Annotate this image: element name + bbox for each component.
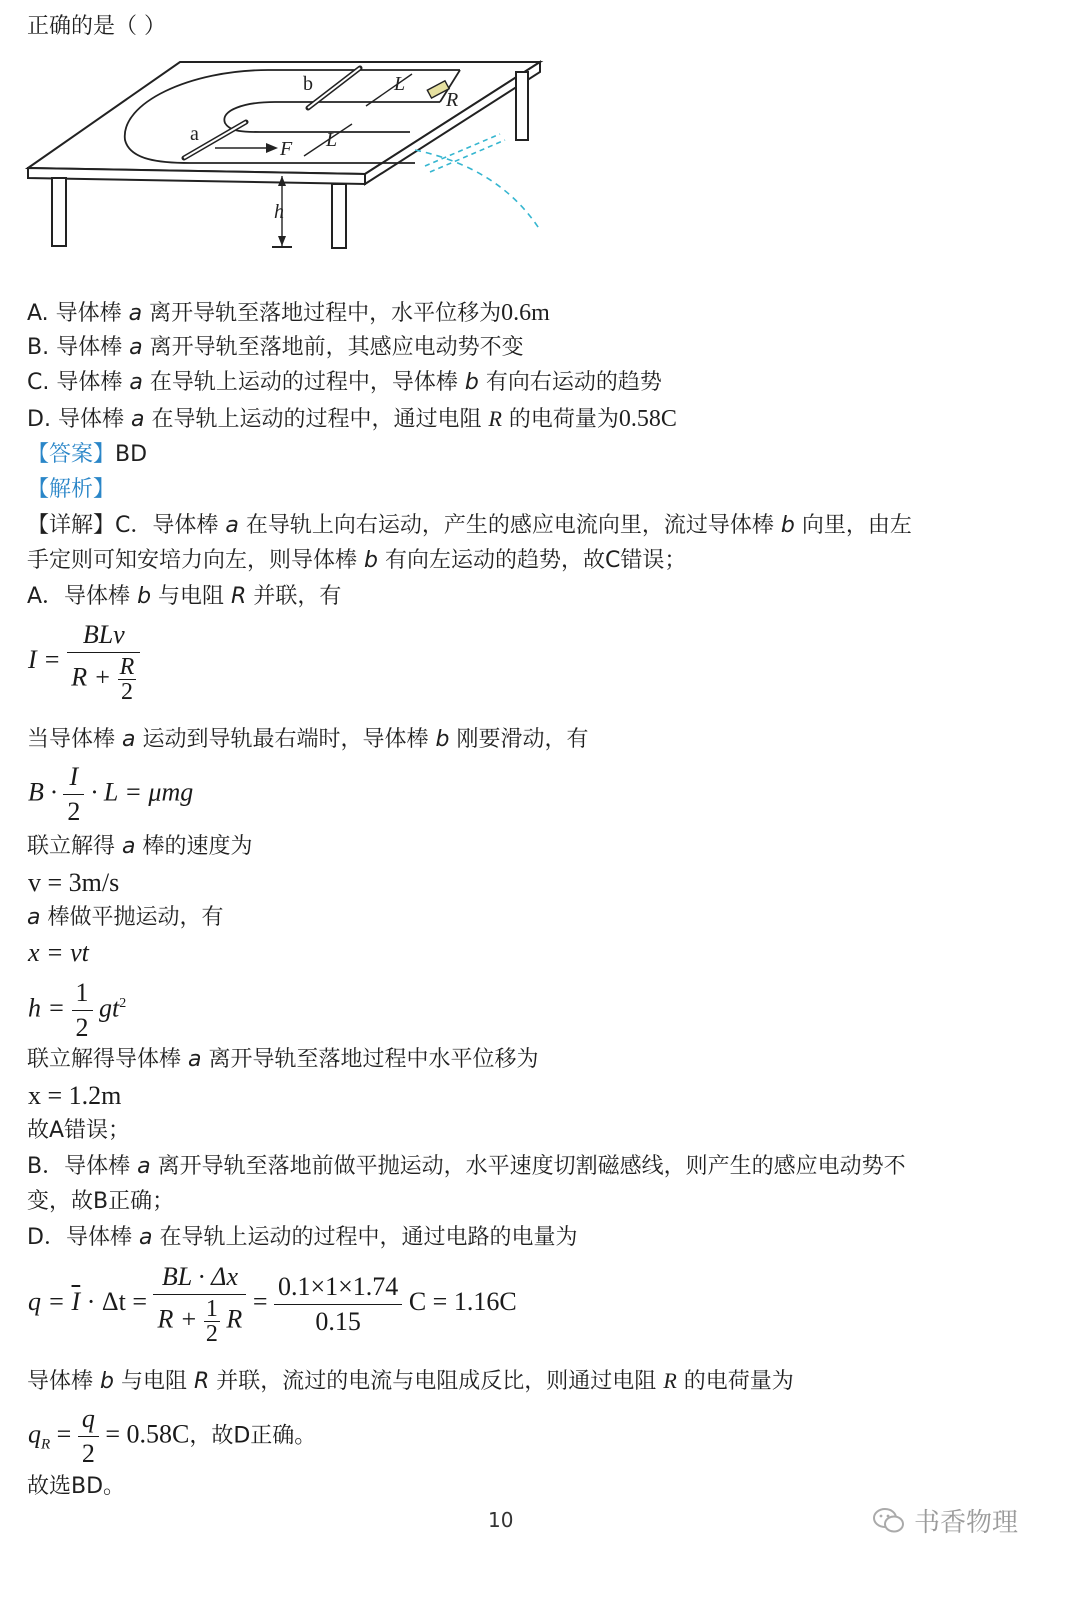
table-leg	[516, 72, 528, 140]
equation-displacement: x = vt	[28, 938, 89, 967]
watermark	[872, 1502, 1018, 1539]
detail-line-2: 手定则可知安培力向左，则导体棒 b 有向左运动的趋势，故C错误；	[27, 548, 687, 573]
answer-line: 【答案】BD	[27, 442, 148, 467]
label-h: h	[274, 201, 284, 223]
label-R: R	[446, 89, 459, 111]
detail-line-11: D．导体棒 a 在导轨上运动的过程中，通过电路的电量为	[27, 1225, 578, 1250]
question-tail: 正确的是（ ）	[27, 14, 166, 39]
detail-line-8: 故A错误；	[27, 1118, 131, 1143]
option-b: B. 导体棒 a 离开导轨至落地前，其感应电动势不变	[27, 335, 524, 360]
equation-charge: $q = \overline{I} \cdot \Delta t$ = BL · Δx R + $\frac{1}{2}$ R = $\frac{0.1\times 1\times 1.74}{0.15}$ C = 1.16C	[28, 1262, 517, 1347]
label-L-upper: L	[394, 73, 406, 95]
height-arrow-down	[278, 236, 286, 246]
detail-line-9: B．导体棒 a 离开导轨至落地前做平抛运动，水平速度切割磁感线，则产生的感应电动势不	[27, 1154, 906, 1179]
wechat-icon	[872, 1507, 906, 1535]
detail-line-3: A．导体棒 b 与电阻 R 并联，有	[27, 584, 342, 609]
detail-line-5: 联立解得 a 棒的速度为	[27, 834, 253, 859]
equation-height: h = $\frac{1}{2}$ $gt^2$	[28, 978, 127, 1042]
rail-diagram	[20, 48, 560, 278]
detail-line-1: 【详解】C．导体棒 a 在导轨上向右运动，产生的感应电流向里，流过导体棒 b 向里，由左	[27, 513, 912, 538]
equation-result-x: x = 1.2m	[28, 1081, 122, 1110]
label-a: a	[190, 123, 199, 145]
table-leg	[52, 178, 66, 246]
equation-current: I = BLv R + $\frac{R}{2}$	[28, 620, 140, 704]
detail-line-7: 联立解得导体棒 a 离开导轨至落地过程中水平位移为	[27, 1047, 539, 1072]
detail-line-12: 导体棒 b 与电阻 R 并联，流过的电流与电阻成反比，则通过电阻 R 的电荷量为	[27, 1368, 794, 1394]
equation-velocity: v = 3m/s	[28, 868, 120, 897]
label-L-lower: L	[326, 129, 338, 151]
option-c: C. 导体棒 a 在导轨上运动的过程中，导体棒 b 有向右运动的趋势	[27, 370, 662, 395]
answer-value: BD	[115, 442, 148, 467]
detail-line-13: 故选BD。	[27, 1474, 126, 1499]
detail-line-4: 当导体棒 a 运动到导轨最右端时，导体棒 b 刚要滑动，有	[27, 727, 589, 752]
option-d: D. 导体棒 a 在导轨上运动的过程中，通过电阻 R 的电荷量为0.58C	[27, 406, 677, 432]
table-leg	[332, 184, 346, 248]
detail-line-10: 变，故B正确；	[27, 1189, 175, 1214]
equation-friction: B · $\frac{I}{2}$ · L = μmg	[28, 762, 194, 826]
page-number: 10	[488, 1508, 514, 1532]
watermark-text: 书香物理	[914, 1508, 1019, 1538]
equation-charge-r: $q_R$ = $\frac{q}{2}$ = 0.58C，故D正确。	[28, 1404, 317, 1468]
option-a: A. 导体棒 a 离开导轨至落地过程中，水平位移为0.6m	[27, 300, 550, 326]
label-F: F	[280, 138, 293, 160]
detail-line-6: a 棒做平抛运动，有	[27, 905, 224, 930]
label-b: b	[303, 73, 313, 95]
analysis-tag: 【解析】	[27, 477, 116, 502]
